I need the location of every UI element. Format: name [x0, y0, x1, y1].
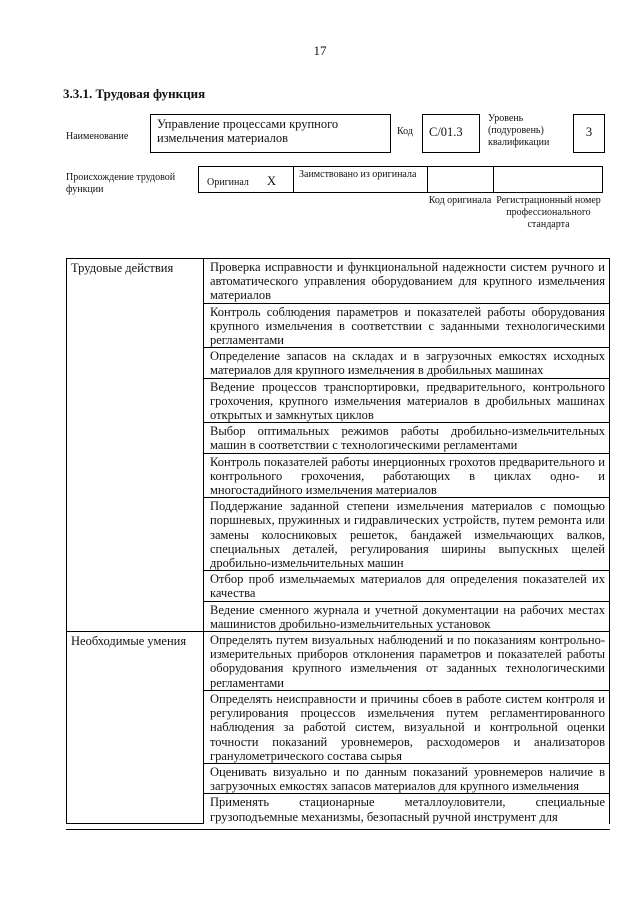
list-item: Применять стационарные металлоуловители, специальные грузоподъемные механизмы, безопасный ручной инструмент для [204, 794, 610, 824]
table-bottom-edge [66, 829, 610, 830]
list-item: Выбор оптимальных режимов работы дробильно-измельчительных машин в соответствии с технологическими регламентами [204, 423, 610, 453]
reg-number-caption: Регистрационный номер профессионального стандарта [496, 195, 601, 230]
list-item: Контроль показателей работы инерционных грохотов предварительного и контрольного грохочения, работающих в циклах одно- и многостадийного измельчения материалов [204, 453, 610, 498]
list-item: Проверка исправности и функциональной надежности систем ручного и автоматического управления оборудованием для крупного измельчения материалов [204, 259, 610, 304]
original-mark: X [267, 174, 277, 188]
level-label: Уровень (подуровень) квалификации [488, 113, 550, 148]
list-item: Поддержание заданной степени измельчения материалов с помощью поршневых, пружинных и гидравлических устройств, путем ремонта или замены колосниковых решеток, бандажей измельчающих валков, специальных деталей, регулирования ширины выпускных щелей дробильно-измельчительных машин [204, 498, 610, 571]
level-box [573, 114, 605, 153]
table-row [67, 632, 610, 691]
level-value: 3 [585, 125, 593, 139]
name-label: Наименование [66, 131, 129, 142]
section-label-actions: Трудовые действия [67, 259, 204, 632]
name-box [150, 114, 391, 153]
code-value: C/01.3 [429, 125, 463, 139]
origin-label: Происхождение трудовой функции [66, 172, 176, 195]
list-item: Контроль соблюдения параметров и показателей работы оборудования крупного измельчения в соответствии с заданными технологическими регламентами [204, 303, 610, 348]
list-item: Ведение процессов транспортировки, предварительного, контрольного грохочения, крупного измельчения материалов в дробильных машинах открытых и замкнутых циклов [204, 378, 610, 423]
page-bottom-margin [0, 829, 640, 905]
code-label: Код [397, 126, 413, 137]
list-item: Ведение сменного журнала и учетной документации на рабочих местах машинистов дробильно-измельчительных установок [204, 601, 610, 631]
list-item: Определять путем визуальных наблюдений и по показаниям контрольно-измерительных приборов отклонения параметров и показателей работы оборудования крупного измельчения от заданных технологическими регламентами [204, 632, 610, 691]
function-table [66, 258, 610, 824]
page-number: 17 [313, 43, 327, 58]
list-item: Отбор проб измельчаемых материалов для определения показателей их качества [204, 571, 610, 601]
borrowed-label: Заимствовано из оригинала [299, 169, 417, 180]
code-box [422, 114, 480, 153]
list-item: Определять неисправности и причины сбоев в работе систем контроля и регулирования процессов измельчения путем регламентированного наблюдения за работой систем, визуальной и контрольной оценки точности показаний уровнемеров, расходомеров и анализаторов гранулометрического состава сырья [204, 690, 610, 763]
code-original-caption: Код оригинала [428, 195, 492, 206]
section-label-skills: Необходимые умения [67, 632, 204, 824]
origin-box [198, 166, 603, 193]
list-item: Оценивать визуально и по данным показаний уровнемеров наличие в загрузочных емкостях запасов материалов для крупного измельчения [204, 763, 610, 793]
original-label: Оригинал [207, 177, 249, 188]
function-name: Управление процессами крупного измельчения материалов [157, 117, 339, 145]
section-title: 3.3.1. Трудовая функция [63, 86, 206, 101]
list-item: Определение запасов на складах и в загрузочных емкостях исходных материалов для крупного измельчения в дробильных машинах [204, 348, 610, 378]
table-row [67, 259, 610, 304]
